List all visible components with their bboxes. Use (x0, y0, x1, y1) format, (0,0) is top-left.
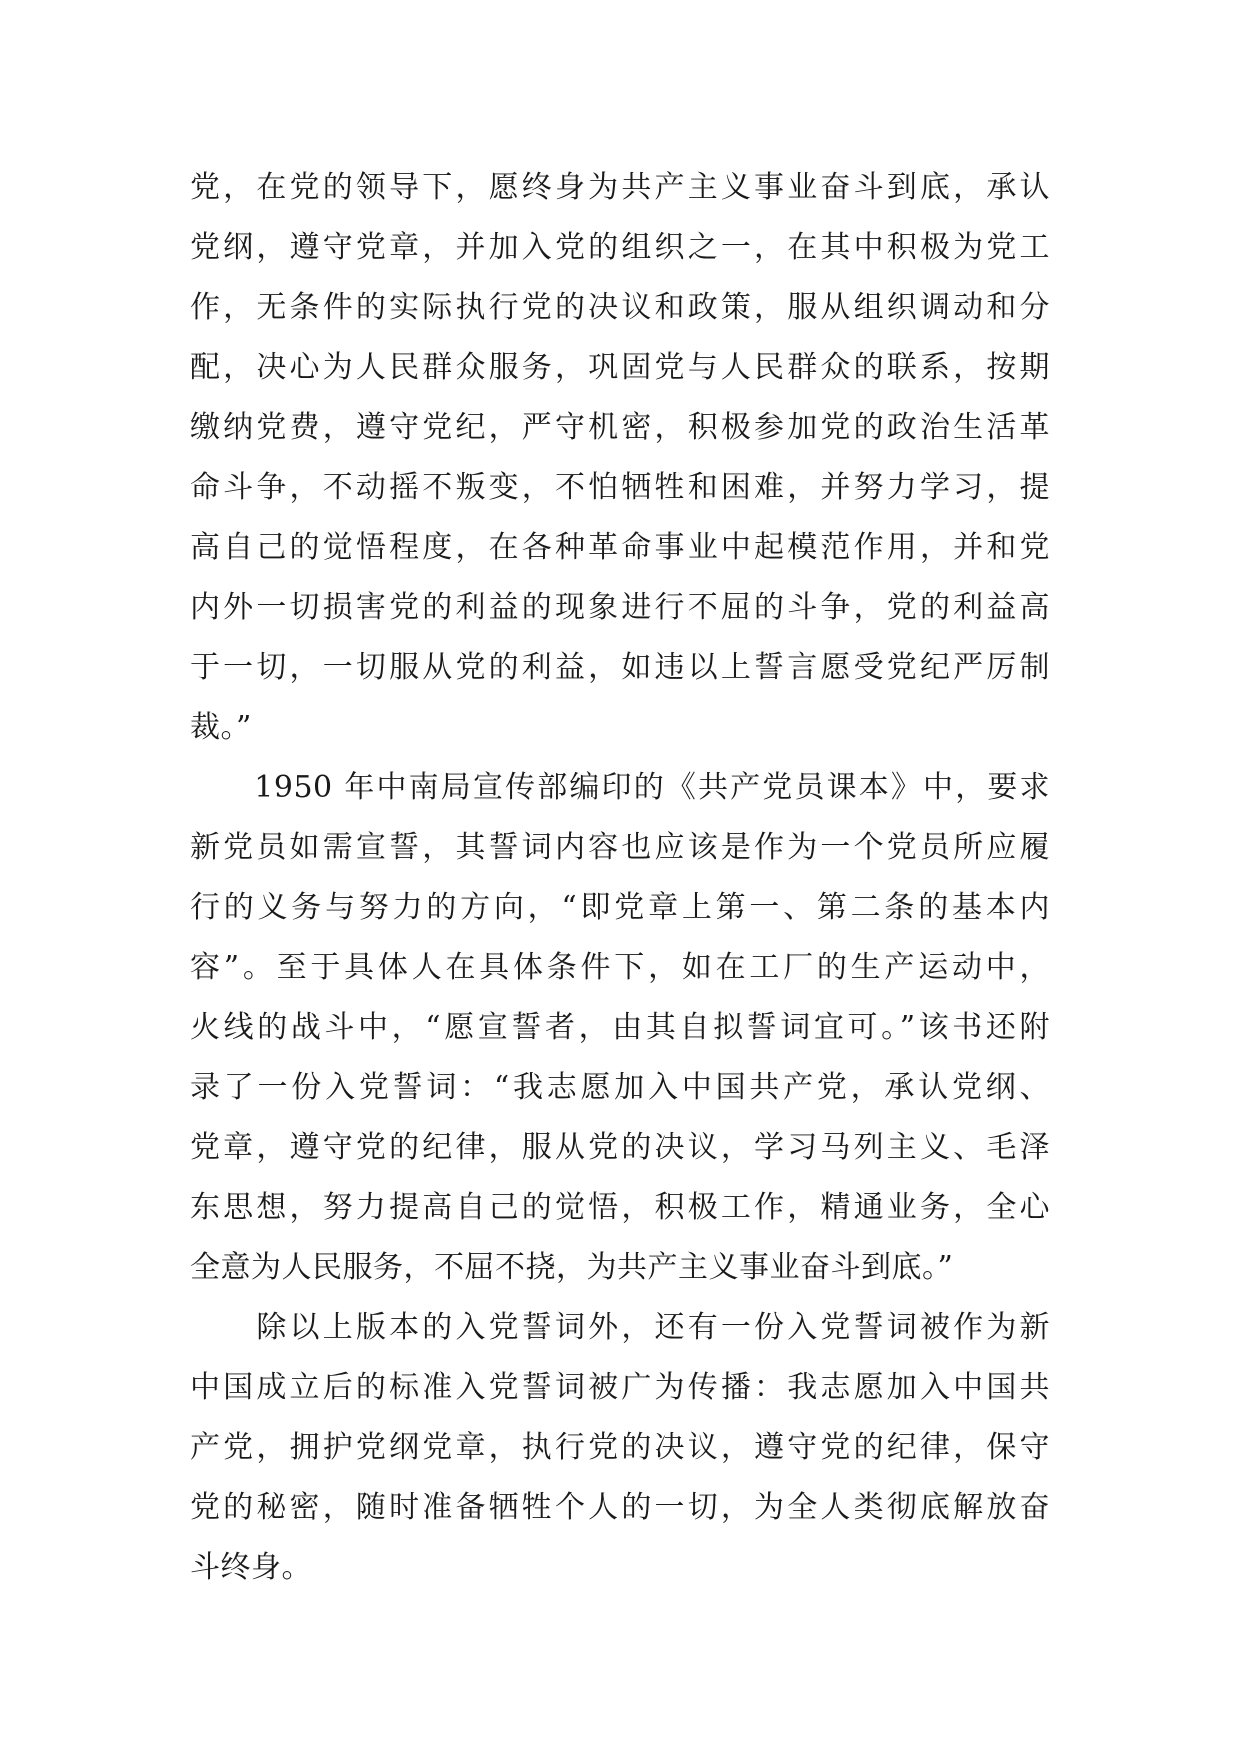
paragraph-standard-oath (190, 1298, 1050, 1598)
text-line: 1950 年中南局宣传部编印的《共产党员课本》中，要求 (190, 770, 1050, 805)
text-line: 除以上版本的入党誓词外，还有一份入党誓词被作为新 (190, 1310, 1050, 1345)
text-line: 中国成立后的标准入党誓词被广为传播：我志愿加入中国共 (190, 1370, 1050, 1405)
text-line: 党的秘密，随时准备牺牲个人的一切，为全人类彻底解放奋 (190, 1490, 1050, 1525)
text-line: 裁。” (190, 710, 252, 745)
text-line: 党，在党的领导下，愿终身为共产主义事业奋斗到底，承认 (190, 170, 1050, 205)
text-line: 命斗争，不动摇不叛变，不怕牺牲和困难，并努力学习，提 (190, 470, 1050, 505)
text-line: 内外一切损害党的利益的现象进行不屈的斗争，党的利益高 (190, 590, 1050, 625)
text-line: 容”。至于具体人在具体条件下，如在工厂的生产运动中， (190, 950, 1050, 985)
document-body (190, 158, 1050, 1598)
text-line: 缴纳党费，遵守党纪，严守机密，积极参加党的政治生活革 (190, 410, 1050, 445)
text-line: 新党员如需宣誓，其誓词内容也应该是作为一个党员所应履 (190, 830, 1050, 865)
text-line: 作，无条件的实际执行党的决议和政策，服从组织调动和分 (190, 290, 1050, 325)
text-line: 火线的战斗中，“愿宣誓者，由其自拟誓词宜可。”该书还附 (190, 1010, 1050, 1045)
text-line: 于一切，一切服从党的利益，如违以上誓言愿受党纪严厉制 (190, 650, 1050, 685)
text-line: 高自己的觉悟程度，在各种革命事业中起模范作用，并和党 (190, 530, 1050, 565)
paragraph-oath-continuation (190, 158, 1050, 758)
text-line: 产党，拥护党纲党章，执行党的决议，遵守党的纪律，保守 (190, 1430, 1050, 1465)
text-line: 东思想，努力提高自己的觉悟，积极工作，精通业务，全心 (190, 1190, 1050, 1225)
text-line: 党章，遵守党的纪律，服从党的决议，学习马列主义、毛泽 (190, 1130, 1050, 1165)
text-line: 斗终身。 (190, 1550, 312, 1585)
text-line: 行的义务与努力的方向，“即党章上第一、第二条的基本内 (190, 890, 1050, 925)
text-line: 录了一份入党誓词：“我志愿加入中国共产党，承认党纲、 (190, 1070, 1050, 1105)
paragraph-1950-textbook (190, 758, 1050, 1298)
text-line: 配，决心为人民群众服务，巩固党与人民群众的联系，按期 (190, 350, 1050, 385)
text-line: 全意为人民服务，不屈不挠，为共产主义事业奋斗到底。” (190, 1250, 954, 1285)
text-line: 党纲，遵守党章，并加入党的组织之一，在其中积极为党工 (190, 230, 1050, 265)
